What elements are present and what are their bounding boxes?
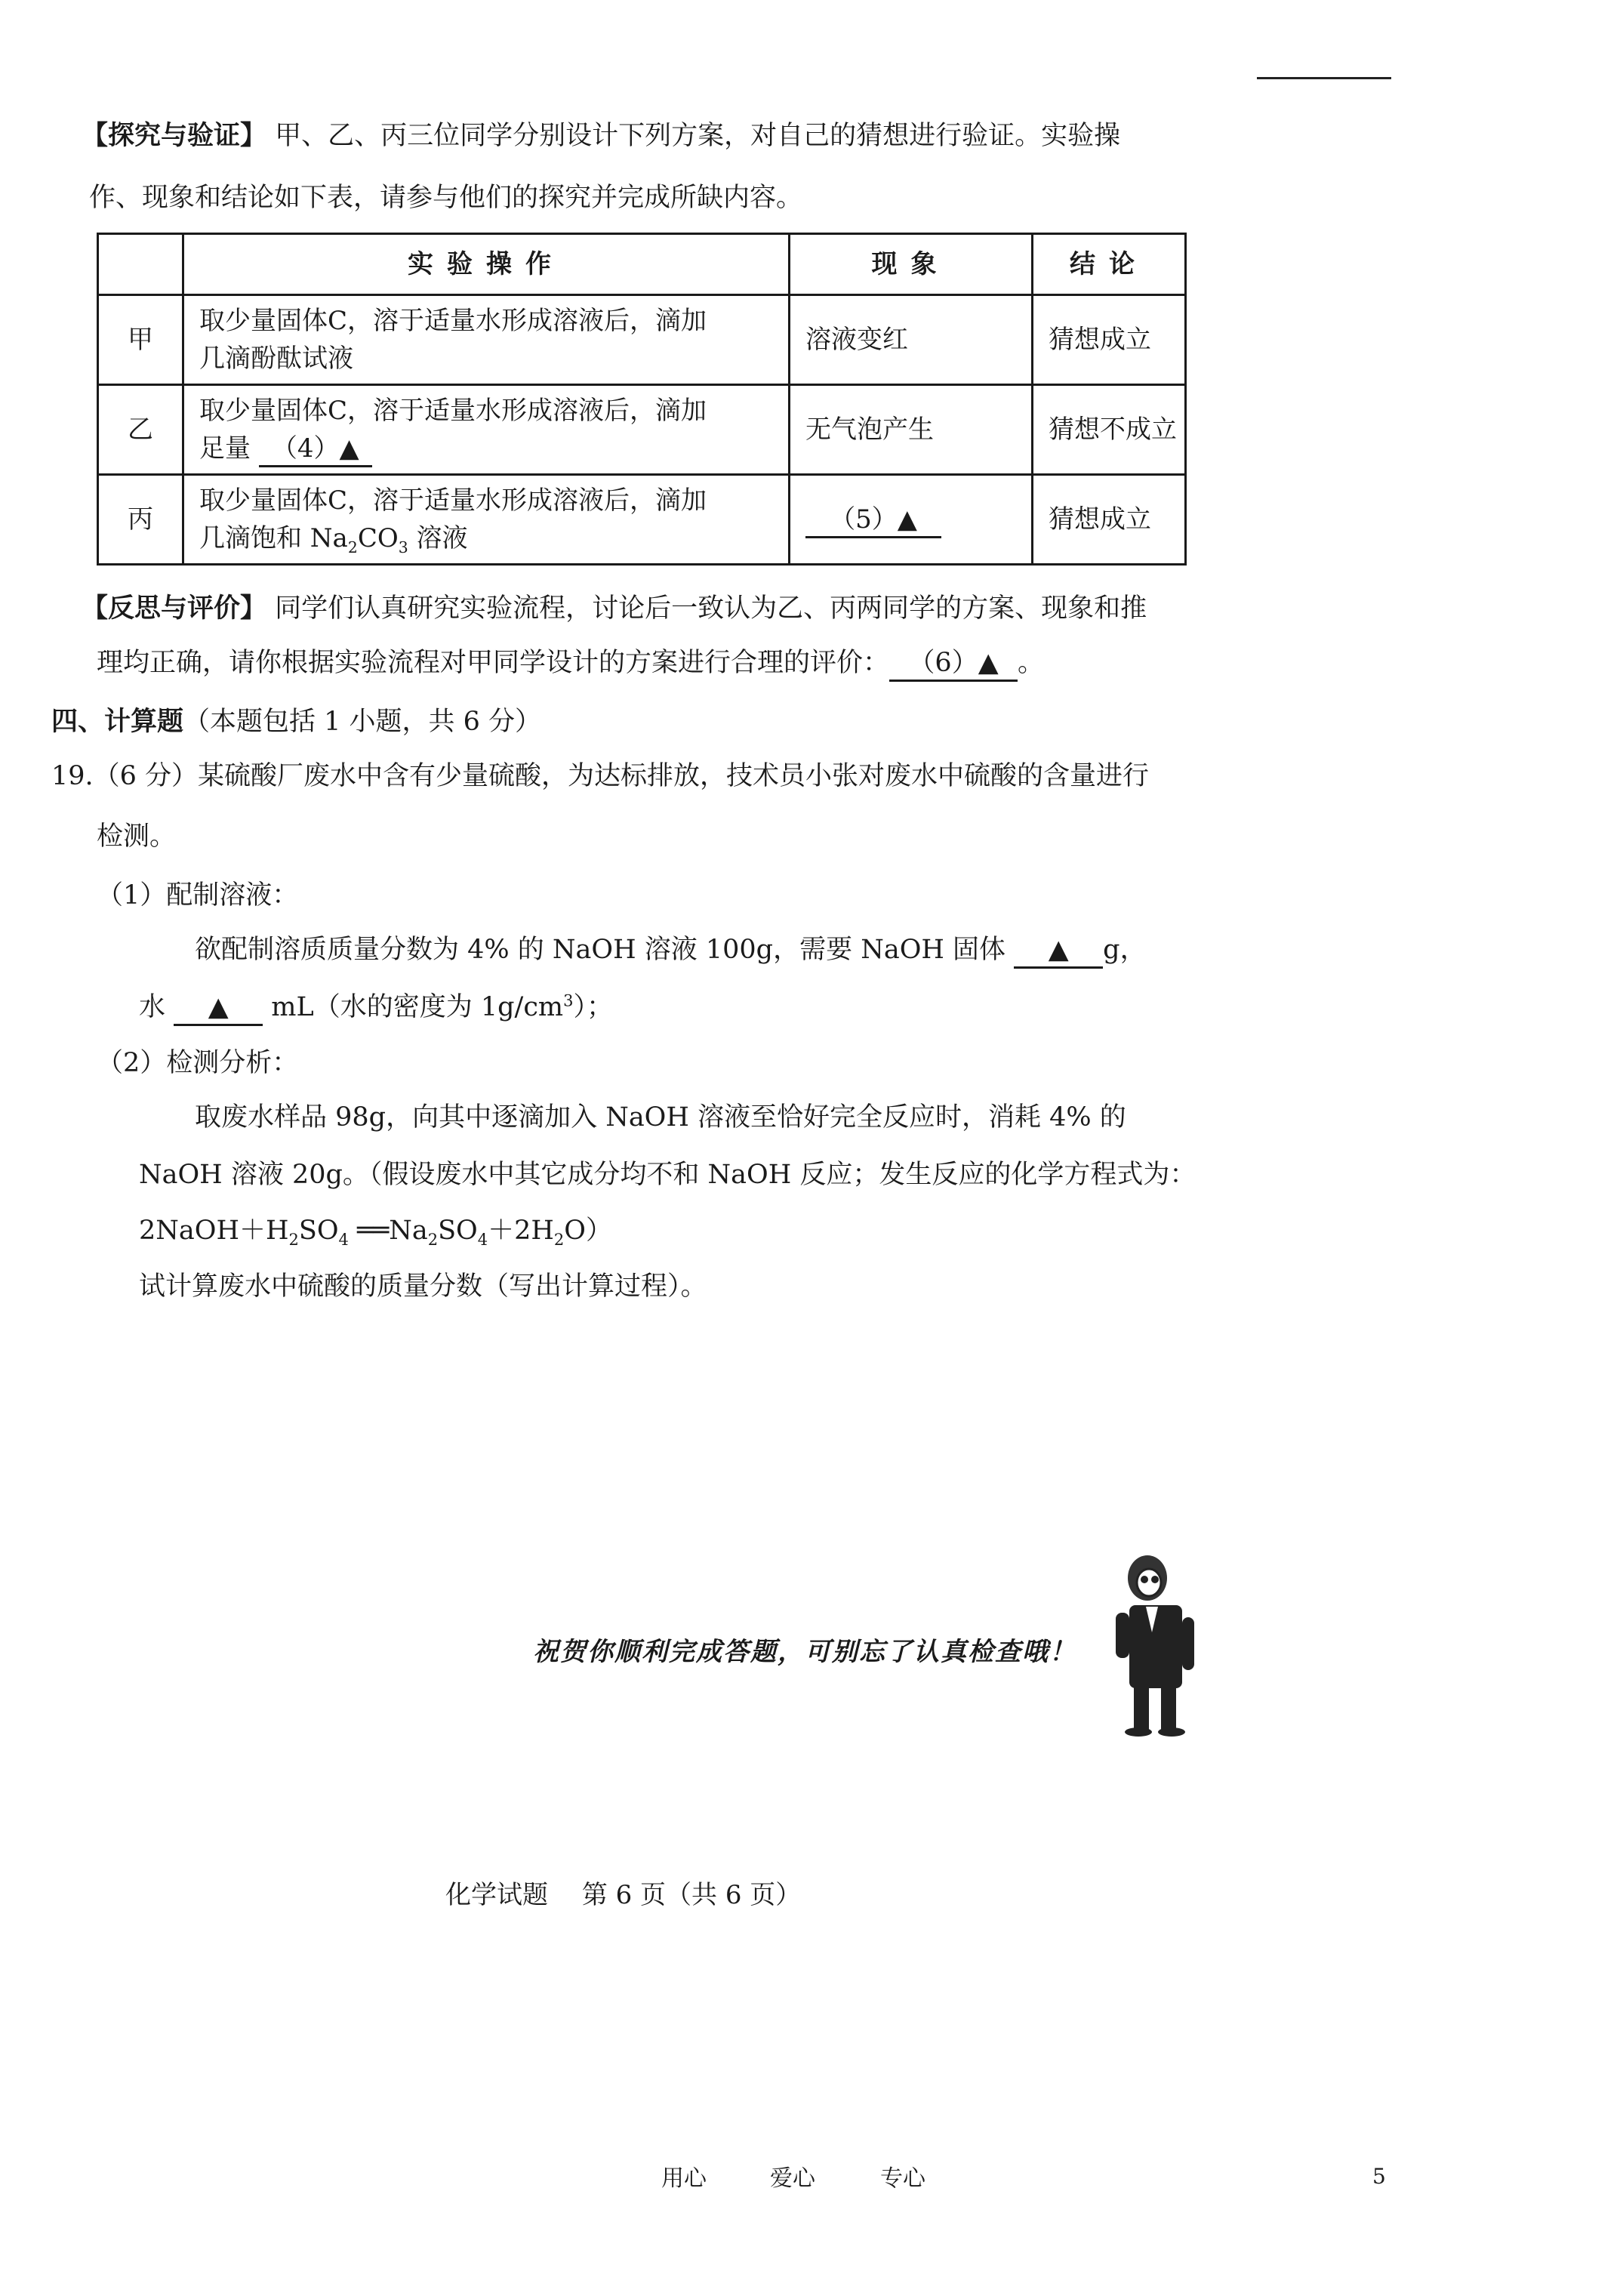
cartoon-figure-icon <box>1101 1549 1206 1738</box>
operation-line: 几滴酚酞试液 <box>199 344 353 374</box>
q19-line-2: 检测。 <box>97 821 177 852</box>
reflect-heading: 【反思与评价】 <box>82 593 267 624</box>
eq-subscript: 2 <box>288 1231 299 1249</box>
explore-heading: 【探究与验证】 <box>82 120 267 151</box>
formula-part: 几滴饱和 Na <box>199 523 348 553</box>
footer-page: 第 6 页（共 6 页） <box>581 1880 802 1910</box>
q19-part2-text-3: 试计算废水中硫酸的质量分数（写出计算过程）。 <box>139 1271 707 1302</box>
eq-part: ══Na <box>348 1216 428 1246</box>
bottom-word-3: 专心 <box>880 2165 925 2192</box>
q19-part1-text: 欲配制溶质质量分数为 4% 的 NaOH 溶液 100g，需要 NaOH 固体 <box>195 935 1006 965</box>
q19-part2-text-2: NaOH 溶液 20g。（假设废水中其它成分均不和 NaOH 反应；发生反应的化学方程式为： <box>139 1160 1196 1190</box>
explore-line-1 <box>82 118 1120 154</box>
row-phenomenon <box>790 475 1033 565</box>
formula-part: CO <box>357 523 399 553</box>
motto-text: 祝贺你顺利完成答题，可别忘了认真检查哦！ <box>533 1637 1076 1667</box>
table-header-operation: 实验操作 <box>183 234 790 295</box>
reflect-text-1: 同学们认真研究实验流程，讨论后一致认为乙、丙两同学的方案、现象和推 <box>275 593 1147 624</box>
explore-text-1: 甲、乙、丙三位同学分别设计下列方案，对自己的猜想进行验证。实验操 <box>275 121 1121 151</box>
row-phenomenon: 无气泡产生 <box>790 385 1033 475</box>
row-label: 甲 <box>98 295 183 385</box>
water-label: 水 <box>139 992 166 1022</box>
operation-prefix: 足量 <box>199 433 251 464</box>
water-volume-blank[interactable]: ▲ <box>174 991 263 1026</box>
bottom-word-2: 爱心 <box>770 2165 815 2192</box>
section-4-title: 四、计算题 <box>51 706 184 737</box>
row-operation <box>183 385 790 475</box>
eq-subscript: 4 <box>338 1231 349 1249</box>
row-phenomenon: 溶液变红 <box>790 295 1033 385</box>
naoh-mass-blank[interactable]: ▲ <box>1014 933 1103 969</box>
eq-subscript: 2 <box>553 1231 565 1249</box>
eq-part: SO <box>298 1216 339 1246</box>
q19-part1-title: （1）配制溶液： <box>97 880 299 911</box>
row-conclusion: 猜想不成立 <box>1033 385 1186 475</box>
superscript-3: 3 <box>563 991 574 1010</box>
table-row <box>98 295 1186 385</box>
eq-part: ＋2H <box>488 1216 554 1246</box>
reflect-line-2 <box>97 645 1044 682</box>
row-operation <box>183 475 790 565</box>
chemical-equation <box>139 1213 612 1249</box>
section-4-heading <box>51 704 541 740</box>
q19-line-1: 19.（6 分）某硫酸厂废水中含有少量硫酸，为达标排放，技术员小张对废水中硫酸的含量进行 <box>51 761 1150 791</box>
operation-line: 取少量固体C，溶于适量水形成溶液后，滴加 <box>199 485 707 516</box>
answer-blank-6[interactable]: （6）▲ <box>889 646 1018 682</box>
table-header-empty <box>98 234 183 295</box>
reflect-end: 。 <box>1018 648 1045 678</box>
operation-line: 取少量固体C，溶于适量水形成溶液后，滴加 <box>199 396 707 426</box>
eq-part: O） <box>564 1216 612 1246</box>
row-conclusion: 猜想成立 <box>1033 475 1186 565</box>
table-row <box>98 385 1186 475</box>
table-header-conclusion: 结论 <box>1033 234 1186 295</box>
q19-part2-title: （2）检测分析： <box>97 1048 299 1078</box>
footer-subject: 化学试题 <box>445 1880 548 1910</box>
reflect-text-2: 理均正确，请你根据实验流程对甲同学设计的方案进行合理的评价： <box>97 648 890 678</box>
operation-line: 取少量固体C，溶于适量水形成溶液后，滴加 <box>199 306 707 336</box>
experiment-table <box>97 233 1187 566</box>
eq-subscript: 4 <box>477 1231 488 1249</box>
unit-g: g， <box>1103 935 1147 965</box>
row-operation <box>183 295 790 385</box>
explore-text-2: 作、现象和结论如下表，请参与他们的探究并完成所缺内容。 <box>89 183 803 213</box>
row-label: 乙 <box>98 385 183 475</box>
formula-part: 溶液 <box>408 523 468 553</box>
section-4-note: （本题包括 1 小题，共 6 分） <box>183 707 542 737</box>
top-rule <box>1257 77 1391 79</box>
unit-ml: mL（水的密度为 1g/cm <box>271 992 564 1022</box>
formula-subscript: 2 <box>347 538 358 556</box>
part1-end: ）； <box>573 992 613 1022</box>
bottom-word-1: 用心 <box>661 2165 707 2192</box>
page-footer <box>445 1874 801 1911</box>
row-label: 丙 <box>98 475 183 565</box>
q19-part1-line-2 <box>139 989 613 1026</box>
eq-part: 2NaOH＋H <box>139 1216 289 1246</box>
q19-part2-text-1: 取废水样品 98g，向其中逐滴加入 NaOH 溶液至恰好完全反应时，消耗 4% 的 <box>195 1102 1126 1133</box>
eq-part: SO <box>438 1216 478 1246</box>
operation-line <box>199 519 773 557</box>
eq-subscript: 2 <box>427 1231 439 1249</box>
table-header-phenomenon: 现象 <box>790 234 1033 295</box>
q19-part1-line-1 <box>195 932 1147 969</box>
operation-line <box>199 430 773 467</box>
table-header-row <box>98 234 1186 295</box>
row-conclusion: 猜想成立 <box>1033 295 1186 385</box>
table-row <box>98 475 1186 565</box>
formula-subscript: 3 <box>398 538 408 556</box>
answer-blank-5[interactable]: （5）▲ <box>805 503 941 538</box>
page-number: 5 <box>1372 2164 1386 2189</box>
reflect-line-1 <box>82 590 1147 627</box>
answer-blank-4[interactable]: （4）▲ <box>259 432 372 467</box>
